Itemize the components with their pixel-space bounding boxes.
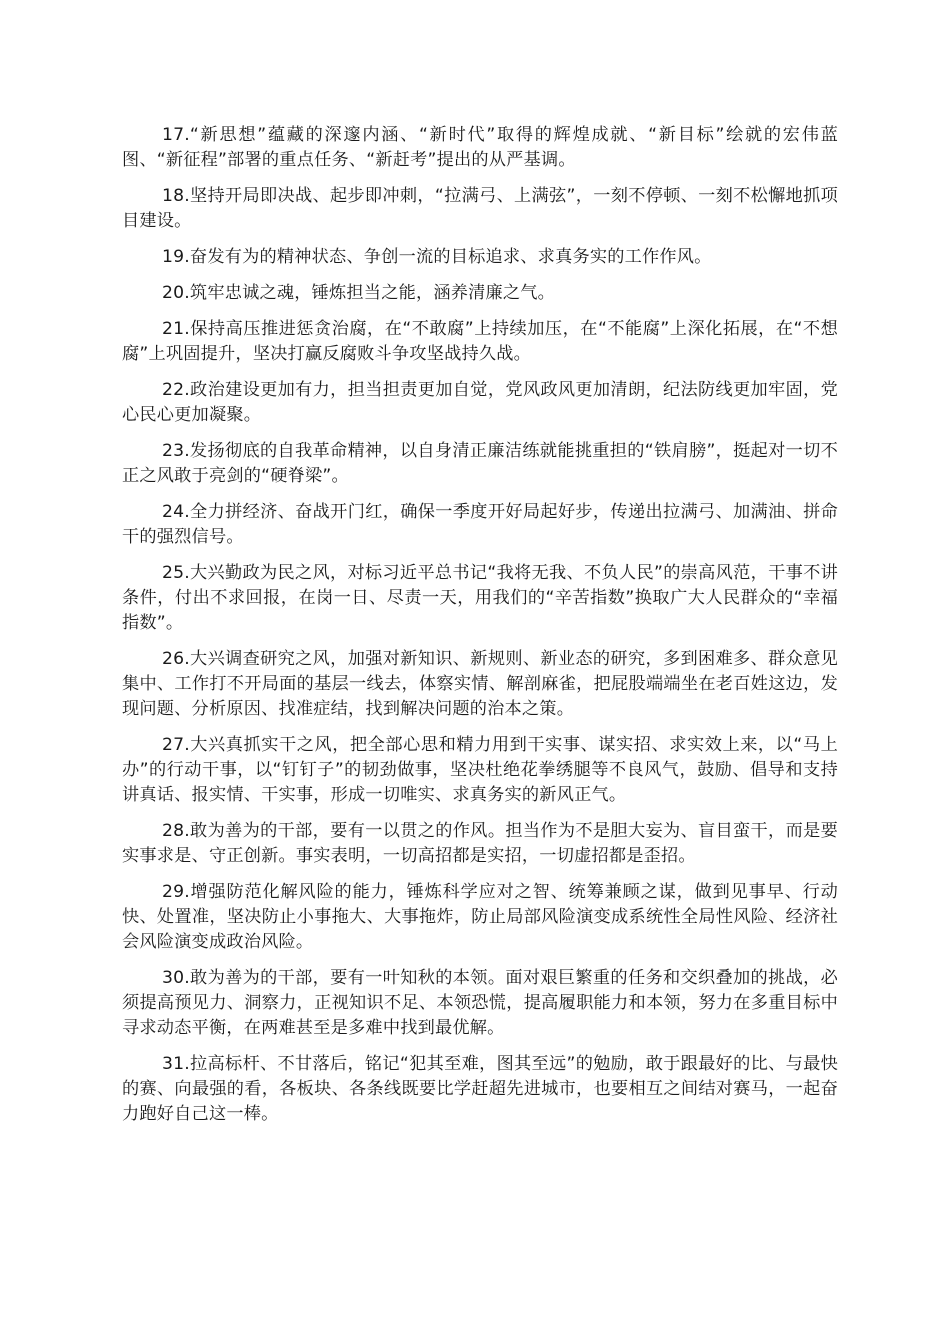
- paragraph-28: 28.敢为善为的干部，要有一以贯之的作风。担当作为不是胆大妄为、盲目蛮干，而是要实事求是、守正创新。事实表明，一切高招都是实招，一切虚招都是歪招。: [122, 821, 838, 866]
- paragraph-17: 17.“新思想”蕴藏的深邃内涵、“新时代”取得的辉煌成就、“新目标”绘就的宏伟蓝图、“新征程”部署的重点任务、“新赶考”提出的从严基调。: [122, 125, 838, 170]
- paragraph-31: 31.拉高标杆、不甘落后，铭记“犯其至难，图其至远”的勉励，敢于跟最好的比、与最快的赛、向最强的看，各板块、各条线既要比学赶超先进城市，也要相互之间结对赛马，一起奋力跑好自己这一棒。: [122, 1054, 838, 1124]
- paragraph-22: 22.政治建设更加有力，担当担责更加自觉，党风政风更加清朗，纪法防线更加牢固，党心民心更加凝聚。: [122, 380, 838, 425]
- paragraph-21: 21.保持高压推进惩贪治腐，在“不敢腐”上持续加压，在“不能腐”上深化拓展，在“不想腐”上巩固提升，坚决打赢反腐败斗争攻坚战持久战。: [122, 319, 838, 364]
- paragraph-18: 18.坚持开局即决战、起步即冲刺，“拉满弓、上满弦”，一刻不停顿、一刻不松懈地抓项目建设。: [122, 186, 838, 231]
- paragraph-19: 19.奋发有为的精神状态、争创一流的目标追求、求真务实的工作作风。: [162, 247, 712, 267]
- paragraph-27: 27.大兴真抓实干之风，把全部心思和精力用到干实事、谋实招、求实效上来，以“马上办”的行动干事，以“钉钉子”的韧劲做事，坚决杜绝花拳绣腿等不良风气，鼓励、倡导和支持讲真话、报实情、干实事，形成一切唯实、求真务实的新风正气。: [122, 735, 838, 805]
- paragraph-24: 24.全力拼经济、奋战开门红，确保一季度开好局起好步，传递出拉满弓、加满油、拼命干的强烈信号。: [122, 502, 838, 547]
- paragraph-25: 25.大兴勤政为民之风，对标习近平总书记“我将无我、不负人民”的崇高风范，干事不讲条件，付出不求回报，在岗一日、尽责一天，用我们的“辛苦指数”换取广大人民群众的“幸福指数”。: [122, 563, 838, 633]
- paragraph-26: 26.大兴调查研究之风，加强对新知识、新规则、新业态的研究，多到困难多、群众意见集中、工作打不开局面的基层一线去，体察实情、解剖麻雀，把屁股端端坐在老百姓这边，发现问题、分析原因、找准症结，找到解决问题的治本之策。: [122, 649, 838, 719]
- paragraph-23: 23.发扬彻底的自我革命精神，以自身清正廉洁练就能挑重担的“铁肩膀”，挺起对一切不正之风敢于亮剑的“硬脊梁”。: [122, 441, 838, 486]
- paragraph-29: 29.增强防范化解风险的能力，锤炼科学应对之智、统筹兼顾之谋，做到见事早、行动快、处置准，坚决防止小事拖大、大事拖炸，防止局部风险演变成系统性全局性风险、经济社会风险演变成政治风险。: [122, 882, 838, 952]
- paragraph-30: 30.敢为善为的干部，要有一叶知秋的本领。面对艰巨繁重的任务和交织叠加的挑战，必须提高预见力、洞察力，正视知识不足、本领恐慌，提高履职能力和本领，努力在多重目标中寻求动态平衡，在两难甚至是多难中找到最优解。: [122, 968, 838, 1038]
- paragraph-20: 20.筑牢忠诚之魂，锤炼担当之能，涵养清廉之气。: [162, 283, 556, 303]
- document-body: [122, 123, 838, 1138]
